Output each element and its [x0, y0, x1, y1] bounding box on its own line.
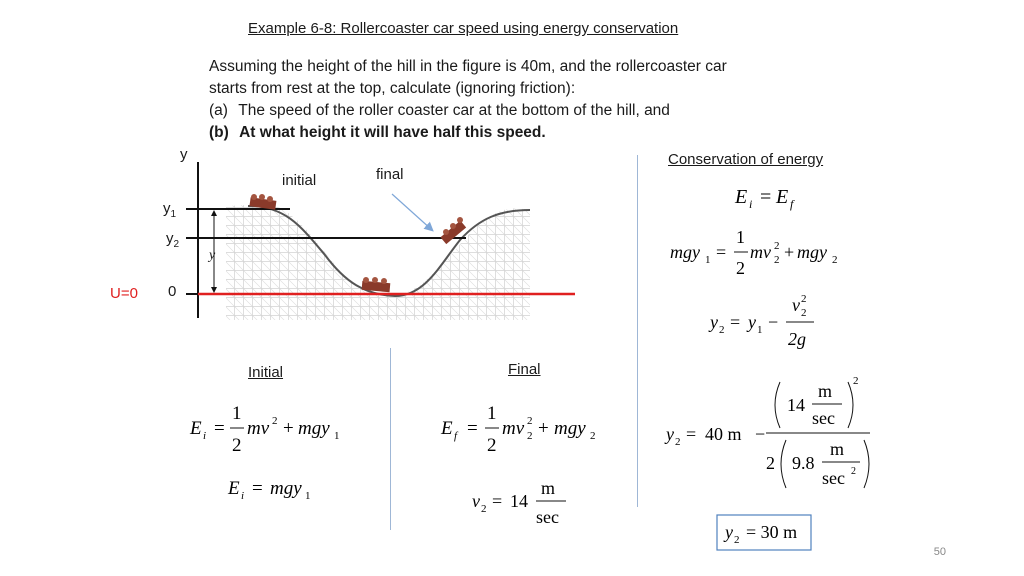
slide-number: 50	[933, 546, 946, 558]
result-box	[717, 515, 811, 550]
svg-text:f: f	[790, 197, 794, 211]
eq-final-energy	[440, 403, 596, 456]
svg-text:2: 2	[766, 453, 775, 473]
svg-text:mgy: mgy	[554, 418, 586, 439]
svg-text:i: i	[203, 430, 207, 442]
svg-text:+: +	[784, 242, 795, 262]
svg-text:40 m: 40 m	[705, 424, 742, 444]
svg-text:2: 2	[774, 240, 780, 252]
axis-y-label: y	[180, 146, 188, 163]
svg-text:9.8: 9.8	[792, 453, 815, 473]
zero-label: 0	[168, 283, 177, 300]
svg-text:14: 14	[787, 395, 805, 415]
svg-text:=: =	[467, 418, 478, 439]
svg-text:1: 1	[487, 403, 497, 424]
svg-text:−: −	[755, 424, 766, 444]
svg-text:2g: 2g	[788, 329, 806, 349]
svg-text:2: 2	[801, 307, 807, 319]
part-a-marker: (a)	[209, 102, 228, 119]
svg-text:2: 2	[487, 435, 497, 456]
eq-y2-formula	[708, 293, 814, 349]
svg-text:1: 1	[305, 490, 311, 502]
svg-text:E: E	[190, 418, 202, 439]
y1-label: $y_1$	[163, 200, 177, 220]
part-b-text: At what height it will have half this speed.	[239, 124, 546, 141]
svg-text:y: y	[710, 312, 718, 332]
svg-text:2: 2	[774, 254, 780, 266]
svg-text:2: 2	[851, 466, 856, 477]
eq-final-speed	[472, 478, 566, 527]
svg-text:sec: sec	[812, 408, 835, 428]
svg-text:2: 2	[832, 254, 838, 266]
svg-text:E: E	[228, 478, 240, 499]
svg-text:m: m	[541, 478, 556, 498]
svg-text:=: =	[492, 491, 503, 511]
svg-text:mv: mv	[502, 418, 525, 439]
svg-text:m: m	[818, 381, 833, 401]
eq-ei-ef	[734, 186, 795, 211]
svg-text:m: m	[830, 439, 845, 459]
svg-text:mgy: mgy	[670, 242, 700, 262]
svg-text:=: =	[214, 418, 225, 439]
svg-text:+: +	[283, 418, 294, 439]
svg-text:E: E	[776, 186, 789, 208]
initial-label: initial	[282, 172, 317, 189]
svg-text:1: 1	[334, 430, 340, 442]
svg-text:1: 1	[736, 227, 745, 247]
y2-label: $y_2$	[166, 230, 180, 250]
svg-text:mv: mv	[247, 418, 270, 439]
svg-text:2: 2	[272, 415, 278, 427]
svg-text:f: f	[454, 430, 458, 442]
svg-text:i: i	[241, 490, 245, 502]
svg-text:2: 2	[590, 430, 596, 442]
svg-text:v: v	[472, 491, 480, 511]
svg-text:2: 2	[801, 293, 807, 305]
eq-initial-simplified	[227, 478, 311, 502]
svg-text:1: 1	[705, 254, 711, 266]
svg-text:2: 2	[481, 503, 487, 515]
part-b-marker: (b)	[209, 124, 229, 141]
svg-text:14: 14	[510, 491, 528, 511]
svg-text:2: 2	[734, 534, 740, 546]
svg-text:1: 1	[232, 403, 242, 424]
eq-numeric	[664, 375, 870, 488]
svg-text:2: 2	[232, 435, 242, 456]
eq-initial-energy	[189, 403, 340, 456]
svg-text:2: 2	[527, 430, 533, 442]
svg-text:y: y	[725, 522, 733, 542]
svg-text:sec: sec	[822, 468, 845, 488]
svg-text:mv: mv	[750, 242, 771, 262]
svg-text:=: =	[730, 312, 741, 332]
svg-text:sec: sec	[536, 507, 559, 527]
svg-text:2: 2	[736, 258, 745, 278]
svg-text:mgy: mgy	[797, 242, 827, 262]
initial-heading: Initial	[248, 364, 284, 381]
problem-line-2: starts from rest at the top, calculate (ignoring friction):	[209, 80, 576, 97]
slide-title: Example 6-8: Rollercoaster car speed using energy conservation	[248, 20, 679, 37]
svg-text:mgy: mgy	[298, 418, 330, 439]
svg-text:2: 2	[527, 415, 533, 427]
svg-text:mgy: mgy	[270, 478, 302, 499]
y-span-label: y	[209, 248, 216, 263]
svg-text:=: =	[716, 242, 727, 262]
svg-text:−: −	[768, 312, 779, 332]
svg-text:=: =	[760, 186, 772, 208]
svg-text:i: i	[749, 197, 753, 211]
svg-text:1: 1	[757, 324, 763, 336]
final-heading: Final	[508, 361, 541, 378]
svg-text:= 30 m: = 30 m	[746, 522, 798, 542]
svg-text:+: +	[538, 418, 549, 439]
svg-text:=: =	[686, 424, 697, 444]
final-label: final	[376, 166, 404, 183]
svg-text:E: E	[735, 186, 748, 208]
svg-text:2: 2	[853, 375, 859, 387]
eq-energy-balance	[670, 227, 838, 278]
svg-text:E: E	[441, 418, 453, 439]
svg-text:v: v	[792, 295, 800, 315]
svg-text:y: y	[666, 424, 674, 444]
problem-line-1: Assuming the height of the hill in the figure is 40m, and the rollercoaster car	[209, 58, 727, 75]
svg-text:2: 2	[675, 436, 681, 448]
svg-text:=: =	[252, 478, 263, 499]
u0-label: U=0	[110, 285, 138, 302]
svg-text:2: 2	[719, 324, 725, 336]
svg-text:y: y	[748, 312, 756, 332]
conservation-heading: Conservation of energy	[668, 151, 824, 168]
part-a-text: The speed of the roller coaster car at the bottom of the hill, and	[238, 102, 670, 119]
